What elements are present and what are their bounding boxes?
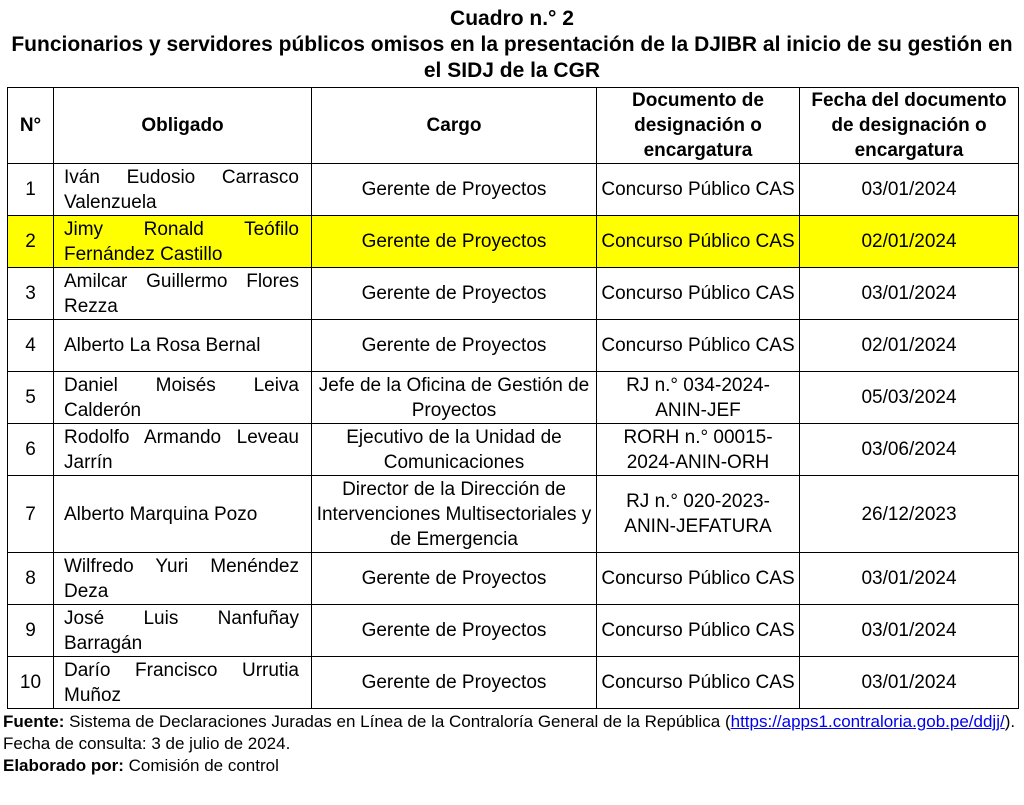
- cell-documento: RORH n.° 00015-2024-ANIN-ORH: [597, 424, 800, 476]
- cell-cargo: Gerente de Proyectos: [312, 553, 597, 605]
- cell-fecha: 03/01/2024: [800, 164, 1019, 216]
- table-row: [8, 553, 1019, 605]
- cell-obligado: Rodolfo Armando Leveau Jarrín: [54, 424, 312, 476]
- cell-n: 9: [8, 605, 54, 657]
- cell-cargo: Gerente de Proyectos: [312, 657, 597, 709]
- table-row: [8, 164, 1019, 216]
- cell-n: 4: [8, 320, 54, 372]
- cell-cargo: Gerente de Proyectos: [312, 216, 597, 268]
- cell-documento: RJ n.° 034-2024-ANIN-JEF: [597, 372, 800, 424]
- table-row: [8, 657, 1019, 709]
- cell-documento: Concurso Público CAS: [597, 268, 800, 320]
- cell-fecha: 26/12/2023: [800, 476, 1019, 553]
- cell-cargo: Gerente de Proyectos: [312, 164, 597, 216]
- table-footer: [0, 711, 1024, 777]
- table-row: [8, 372, 1019, 424]
- header-cargo: Cargo: [312, 88, 597, 164]
- cell-obligado: Alberto La Rosa Bernal: [54, 320, 312, 372]
- elaborated-text: Comisión de control: [128, 756, 279, 775]
- cell-fecha: 03/01/2024: [800, 553, 1019, 605]
- table-header-row: [8, 88, 1019, 164]
- cell-fecha: 02/01/2024: [800, 320, 1019, 372]
- cell-documento: RJ n.° 020-2023-ANIN-JEFATURA: [597, 476, 800, 553]
- cell-fecha: 03/01/2024: [800, 657, 1019, 709]
- cell-cargo: Jefe de la Oficina de Gestión de Proyectos: [312, 372, 597, 424]
- cell-n: 10: [8, 657, 54, 709]
- table-row: [8, 424, 1019, 476]
- cell-fecha: 05/03/2024: [800, 372, 1019, 424]
- cell-documento: Concurso Público CAS: [597, 553, 800, 605]
- caption-subtitle: Funcionarios y servidores públicos omisos en la presentación de la DJIBR al inicio de su gestión en el SIDJ de la CGR: [11, 33, 1013, 82]
- cell-obligado: Alberto Marquina Pozo: [54, 476, 312, 553]
- table-row: [8, 605, 1019, 657]
- cell-obligado: Iván Eudosio Carrasco Valenzuela: [54, 164, 312, 216]
- cell-cargo: Ejecutivo de la Unidad de Comunicaciones: [312, 424, 597, 476]
- cell-documento: Concurso Público CAS: [597, 657, 800, 709]
- cell-obligado: Amilcar Guillermo Flores Rezza: [54, 268, 312, 320]
- table-row: [8, 476, 1019, 553]
- table-row: [8, 320, 1019, 372]
- cell-cargo: Gerente de Proyectos: [312, 605, 597, 657]
- cell-n: 1: [8, 164, 54, 216]
- header-n: N°: [8, 88, 54, 164]
- table-row: [8, 268, 1019, 320]
- cell-n: 6: [8, 424, 54, 476]
- cell-obligado: José Luis Nanfuñay Barragán: [54, 605, 312, 657]
- cell-fecha: 03/01/2024: [800, 605, 1019, 657]
- cell-obligado: Wilfredo Yuri Menéndez Deza: [54, 553, 312, 605]
- cell-n: 8: [8, 553, 54, 605]
- cell-n: 7: [8, 476, 54, 553]
- cell-documento: Concurso Público CAS: [597, 605, 800, 657]
- cell-cargo: Gerente de Proyectos: [312, 320, 597, 372]
- source-label: Fuente:: [3, 712, 65, 731]
- cell-documento: Concurso Público CAS: [597, 216, 800, 268]
- cell-obligado: Jimy Ronald Teófilo Fernández Castillo: [54, 216, 312, 268]
- cell-documento: Concurso Público CAS: [597, 320, 800, 372]
- table-caption: [0, 0, 1024, 84]
- omisos-table: [7, 87, 1019, 709]
- cell-n: 5: [8, 372, 54, 424]
- cell-fecha: 03/06/2024: [800, 424, 1019, 476]
- cell-fecha: 02/01/2024: [800, 216, 1019, 268]
- cell-documento: Concurso Público CAS: [597, 164, 800, 216]
- source-text: Sistema de Declaraciones Juradas en Línea de la Contraloría General de la República (: [69, 712, 731, 731]
- elaborated-line: [3, 755, 1024, 777]
- source-link[interactable]: https://apps1.contraloria.gob.pe/ddjj/: [730, 712, 1005, 731]
- cell-fecha: 03/01/2024: [800, 268, 1019, 320]
- source-text-end: ).: [1004, 712, 1016, 731]
- elaborated-label: Elaborado por:: [3, 756, 124, 775]
- cell-cargo: Director de la Dirección de Intervenciones Multisectoriales y de Emergencia: [312, 476, 597, 553]
- cell-n: 3: [8, 268, 54, 320]
- header-fecha: Fecha del documento de designación o encargatura: [800, 88, 1019, 164]
- cell-n: 2: [8, 216, 54, 268]
- consult-date: Fecha de consulta: 3 de julio de 2024.: [3, 734, 291, 753]
- caption-title: Cuadro n.° 2: [450, 7, 574, 30]
- cell-obligado: Darío Francisco Urrutia Muñoz: [54, 657, 312, 709]
- cell-cargo: Gerente de Proyectos: [312, 268, 597, 320]
- table-row-highlighted: [8, 216, 1019, 268]
- cell-obligado: Daniel Moisés Leiva Calderón: [54, 372, 312, 424]
- source-line: [3, 711, 1024, 733]
- header-obligado: Obligado: [54, 88, 312, 164]
- header-documento: Documento de designación o encargatura: [597, 88, 800, 164]
